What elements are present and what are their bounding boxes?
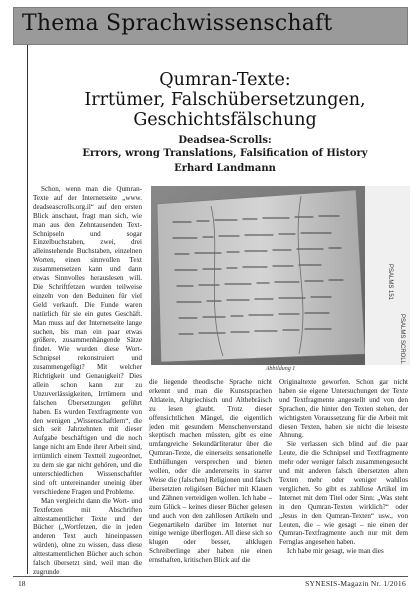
paragraph: die liegende theodische Sprache nicht erkennt und man die Kunstsprachen Altlatein, Altgriechisch und Althebräisch zu lesen glaubt. Trotz dieser offensichtlichen Mängel, die eigentlich jeden mit gesundem Menschenverstand skeptisch machen müssten, gibt es eine umfangreiche Sekundärliteratur über die Qumran-Texte, die einerseits sensationelle Enthüllungen versprechen und bieten wollen, oder die andererseits in starrer Weise die (falschen) Religionen und falsch übersetzten religiösen Bücher mit Klauen und Zähnen verteidigen wollen. Ich habe – zum Glück – keines dieser Bücher gelesen und auch von den zahllosen Artikeln und Gegenartikeln darüber im Internet nur einige wenige überflogen. All diese sich so klugen oder besser, altklugen Schreiberlinge aber haben nie einen ernsthaften, kritischen Blick auf die (149, 378, 272, 565)
paragraph: Originaltexte geworfen. Schon gar nicht haben sie eigene Untersuchungen der Texte und Textfragmente angestellt und von den Sprachen, die hinter den Texten stehen, der wichtigsten Voraussetzung für die Arbeit mit diesen Texten, haben sie nicht die leiseste Ahnung. (279, 378, 408, 440)
text-column-2 (149, 378, 272, 570)
article-title-line-3: Geschichtsfälschung (133, 110, 317, 130)
left-margin-rule (27, 45, 28, 574)
paragraph: Man vergleicht dann die Wort- und Textfetzen mit Abschriften alttestamentlicher Texte und der Bücher („Wortfetzen, die in jeden anderen Text auch hineinpassen würden), ohne zu wissen, dass diese alttestamentlichen Bücher auch schon falsch übersetzt sind, weil man die zugrunde (33, 496, 142, 576)
scroll-label: PSALMS SCROLL (399, 314, 405, 365)
section-title: Thema Sprachwissenschaft (22, 11, 333, 36)
text-column-1 (33, 185, 142, 576)
magazine-issue: SYNESIS-Magazin Nr. 1/2016 (305, 579, 406, 588)
article-subtitle-line-1: Deadsea-Scrolls: (178, 135, 272, 146)
article-title-line-2: Irrtümer, Falschübersetzungen, (84, 90, 366, 110)
section-header (13, 7, 408, 45)
paragraph: Ich habe mir gesagt, wie man dies (287, 547, 384, 556)
plate-label: PSALMS 151 (387, 264, 393, 301)
article-author: Erhard Landmann (174, 163, 276, 174)
scroll-photo (151, 186, 410, 365)
paragraph: Schon, wenn man die Qumran-Texte auf der Internetseite „www. deadseascrolls.org.il“ auf den ersten Blick anschaut, fragt man sich, wie man aus den Zehntausenden Text-Schnipseln und sogar Einzelbuchstaben, zwei, drei alleinstehende Buchstaben, einzelnen Worten, einen sinnvollen Text zusammensetzen kann und dann etwas Sinnvolles herauslesen will. Die Schriftfetzen wurden teilweise einzeln von den Beduinen für viel Geld verkauft. Die Funde waren natürlich für sie ein gutes Geschäft. Man muss auf der Internetseite lange suchen, bis man ein paar etwas größere, zusammenhängende Sätze findet. Wie wurden diese Wort-Schnipsel rekonstruiert und zusammengefügt? Mit welcher Richtigkeit und Genauigkeit? Dies allein schon kann zur zu Unzuverlässigkeiten, Irrtümern und falschen Übersetzungen geführt haben. Es wurden Textfragmente von den wenigen „Wissenschaftlern“, die sich seit Jahrzehnten mit dieser Aufgabe beschäftigen und die noch lange nicht am Ende ihrer Arbeit sind, irrtümlich einem Textteil zugeordnet, zu dem sie gar nicht gehören, und die unterschiedlichen Wissenschaftler sind oft untereinander uneinig über verschiedene Fragen und Probleme. (33, 185, 142, 496)
article-title (40, 70, 410, 130)
figure-caption: Abbildung 1 (265, 366, 296, 372)
article-title-line-1: Qumran-Texte: (159, 70, 291, 90)
text-column-3 (279, 378, 408, 570)
article-subtitle (40, 134, 410, 160)
paragraph: Sie verlassen sich blind auf die paar Leute, die die Schnipsel und Textfragmente mehr oder weniger falsch zusammengesucht und mit anderen falsch übersetzten alten Texten mehr oder weniger wahllos verglichen. So gibt es zahllose Artikel im Internet mit dem Titel oder Sinn: „Was steht in den Qumran-Texten wirklich?“ oder „Jesus in den Qumran-Texten“ usw., von Leuten, die – wie gesagt – nie einen der Qumran-Textfragmente auch nur mit dem Fernglas angesehen haben. (279, 440, 408, 547)
footer-rule (13, 576, 408, 577)
page-number: 18 (18, 579, 26, 588)
scroll-image (151, 186, 410, 365)
article-subtitle-line-2: Errors, wrong Translations, Falsification of History (82, 148, 368, 159)
